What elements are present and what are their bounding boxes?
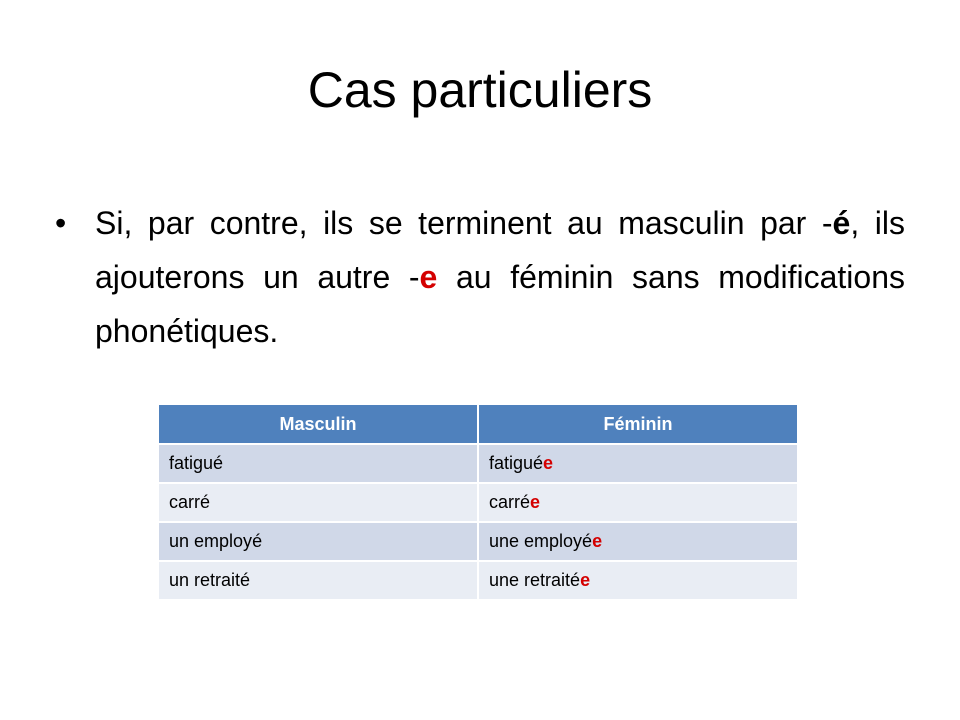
slide-title: Cas particuliers	[307, 62, 653, 118]
bullet-emphasis-e: e	[419, 259, 438, 295]
cell-stem: un employ	[169, 531, 253, 551]
header-masculin: Masculin	[159, 405, 477, 445]
cell-masculin	[159, 445, 477, 484]
cell-stem: carré	[489, 492, 531, 512]
cell-stem: carr	[169, 492, 200, 512]
header-feminin: Féminin	[479, 405, 797, 445]
cell-ending: é	[252, 531, 263, 551]
cell-masculin	[159, 484, 477, 523]
cell-stem: une employé	[489, 531, 593, 551]
cell-stem: fatigu	[169, 453, 214, 473]
bullet-emphasis-e-accent: é	[832, 205, 851, 241]
table-row	[159, 562, 797, 601]
cell-ending: é	[213, 453, 224, 473]
bullet-item	[55, 196, 905, 358]
cell-feminin	[479, 445, 797, 484]
bullet-text-part-3: au féminin sans modifications phonétiques.	[95, 259, 905, 349]
table-row	[159, 484, 797, 523]
cell-suffix: e	[530, 492, 541, 512]
cell-masculin	[159, 523, 477, 562]
cell-ending: é	[240, 570, 251, 590]
cell-suffix: e	[580, 570, 591, 590]
gender-table	[157, 405, 799, 601]
cell-stem: fatigué	[489, 453, 544, 473]
cell-suffix: e	[543, 453, 554, 473]
cell-stem: un retrait	[169, 570, 241, 590]
cell-suffix: e	[592, 531, 603, 551]
bullet-text-part-2: , ils ajouterons un autre -	[95, 205, 906, 295]
bullet-text	[95, 196, 905, 358]
table-header-row	[159, 405, 797, 445]
cell-masculin	[159, 562, 477, 601]
cell-stem: une retraité	[489, 570, 581, 590]
bullet-text-part-1: Si, par contre, ils se terminent au masculin par -	[95, 205, 833, 241]
cell-feminin	[479, 484, 797, 523]
cell-feminin	[479, 523, 797, 562]
table-row	[159, 445, 797, 484]
cell-feminin	[479, 562, 797, 601]
table-row	[159, 523, 797, 562]
bullet-icon: •	[55, 205, 67, 241]
cell-ending: é	[200, 492, 211, 512]
